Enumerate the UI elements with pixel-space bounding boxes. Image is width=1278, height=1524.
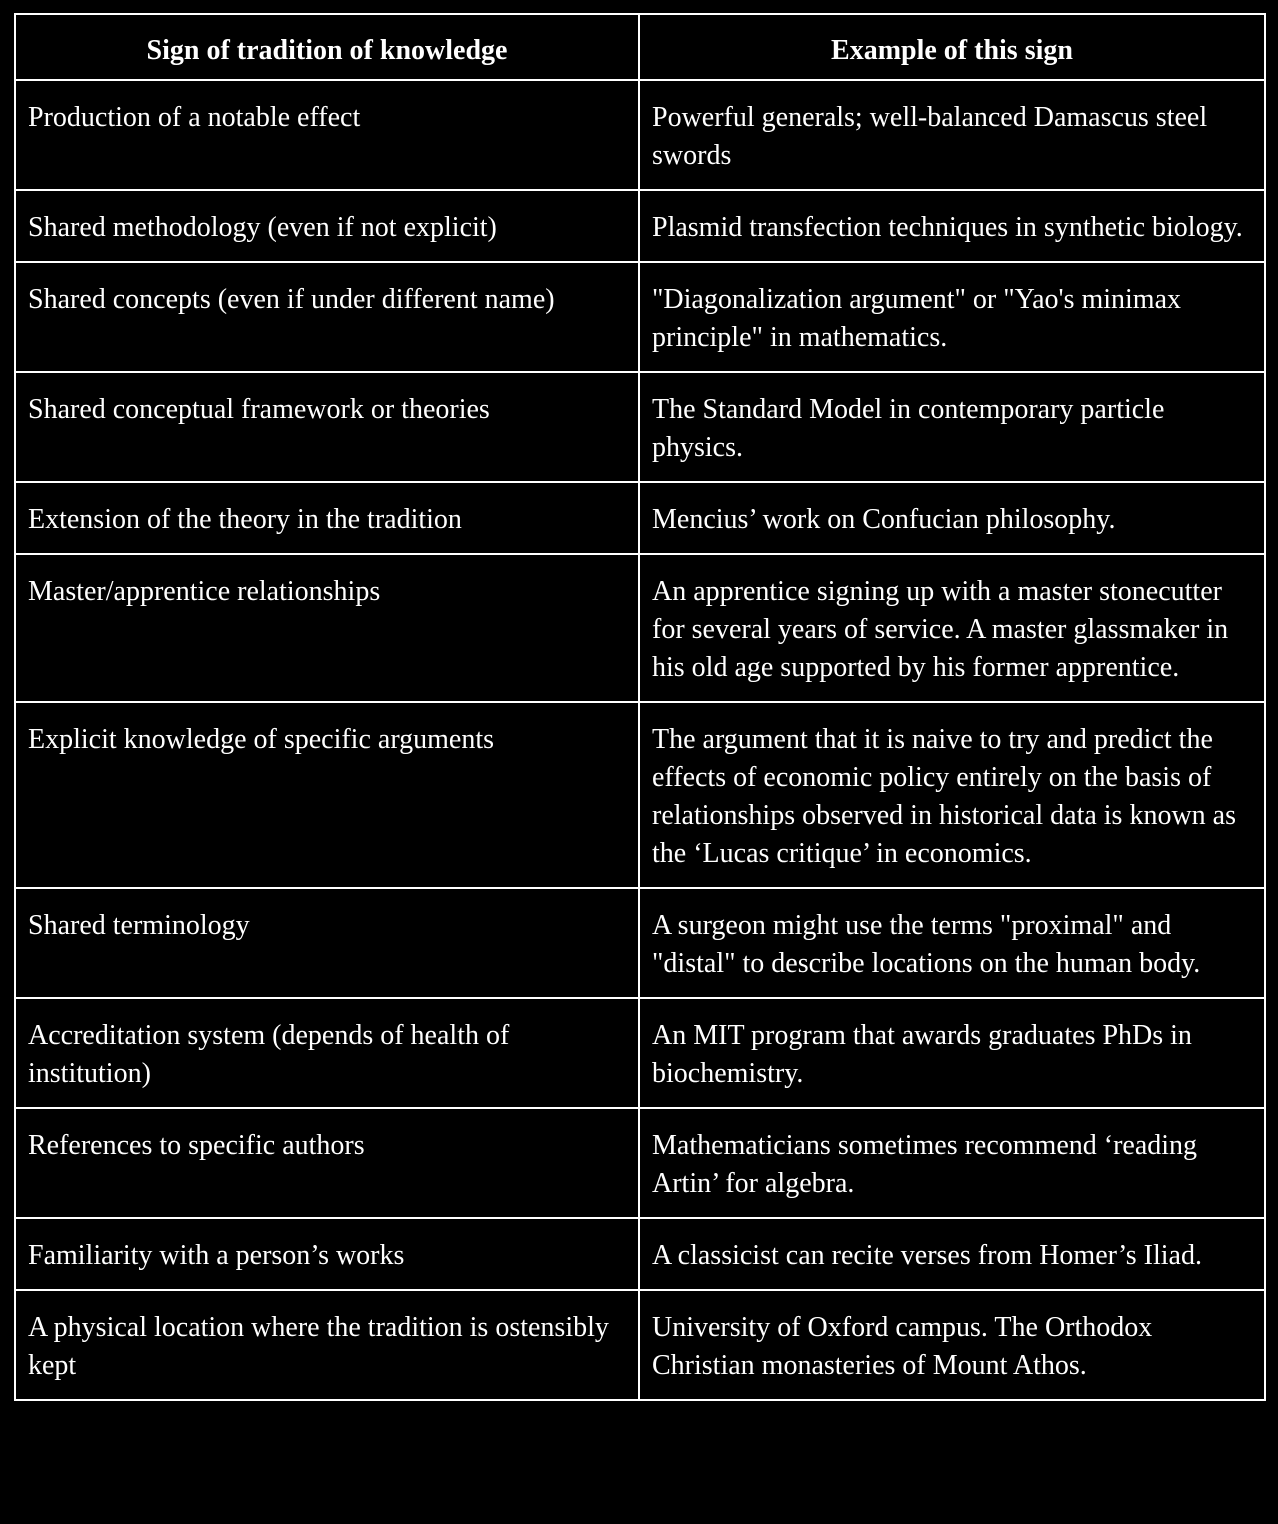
- example-cell: A classicist can recite verses from Homer’s Iliad.: [639, 1218, 1265, 1290]
- sign-cell: Explicit knowledge of specific arguments: [15, 702, 639, 888]
- sign-cell: Shared terminology: [15, 888, 639, 998]
- example-cell: "Diagonalization argument" or "Yao's minimax principle" in mathematics.: [639, 262, 1265, 372]
- table-row: [15, 262, 1265, 372]
- column-header-sign: Sign of tradition of knowledge: [15, 14, 639, 80]
- table-header-row: [15, 14, 1265, 80]
- table-row: [15, 554, 1265, 702]
- sign-cell: A physical location where the tradition is ostensibly kept: [15, 1290, 639, 1400]
- table-row: [15, 888, 1265, 998]
- table-row: [15, 1290, 1265, 1400]
- example-cell: The argument that it is naive to try and predict the effects of economic policy entirely on the basis of relationships observed in historical data is known as the ‘Lucas critique’ in economics.: [639, 702, 1265, 888]
- sign-cell: References to specific authors: [15, 1108, 639, 1218]
- sign-cell: Production of a notable effect: [15, 80, 639, 190]
- sign-cell: Familiarity with a person’s works: [15, 1218, 639, 1290]
- table-row: [15, 190, 1265, 262]
- example-cell: Mencius’ work on Confucian philosophy.: [639, 482, 1265, 554]
- table-row: [15, 998, 1265, 1108]
- table-row: [15, 80, 1265, 190]
- example-cell: A surgeon might use the terms "proximal" and "distal" to describe locations on the human body.: [639, 888, 1265, 998]
- example-cell: Powerful generals; well-balanced Damascus steel swords: [639, 80, 1265, 190]
- table-row: [15, 1218, 1265, 1290]
- sign-cell: Shared methodology (even if not explicit): [15, 190, 639, 262]
- sign-cell: Accreditation system (depends of health of institution): [15, 998, 639, 1108]
- table-row: [15, 482, 1265, 554]
- knowledge-tradition-table-container: [14, 13, 1264, 1401]
- example-cell: Mathematicians sometimes recommend ‘reading Artin’ for algebra.: [639, 1108, 1265, 1218]
- table-row: [15, 1108, 1265, 1218]
- knowledge-tradition-table: [14, 13, 1266, 1401]
- example-cell: University of Oxford campus. The Orthodox Christian monasteries of Mount Athos.: [639, 1290, 1265, 1400]
- example-cell: An MIT program that awards graduates PhDs in biochemistry.: [639, 998, 1265, 1108]
- example-cell: An apprentice signing up with a master stonecutter for several years of service. A master glassmaker in his old age supported by his former apprentice.: [639, 554, 1265, 702]
- sign-cell: Master/apprentice relationships: [15, 554, 639, 702]
- sign-cell: Shared conceptual framework or theories: [15, 372, 639, 482]
- example-cell: Plasmid transfection techniques in synthetic biology.: [639, 190, 1265, 262]
- table-row: [15, 702, 1265, 888]
- example-cell: The Standard Model in contemporary particle physics.: [639, 372, 1265, 482]
- sign-cell: Shared concepts (even if under different name): [15, 262, 639, 372]
- column-header-example: Example of this sign: [639, 14, 1265, 80]
- sign-cell: Extension of the theory in the tradition: [15, 482, 639, 554]
- table-row: [15, 372, 1265, 482]
